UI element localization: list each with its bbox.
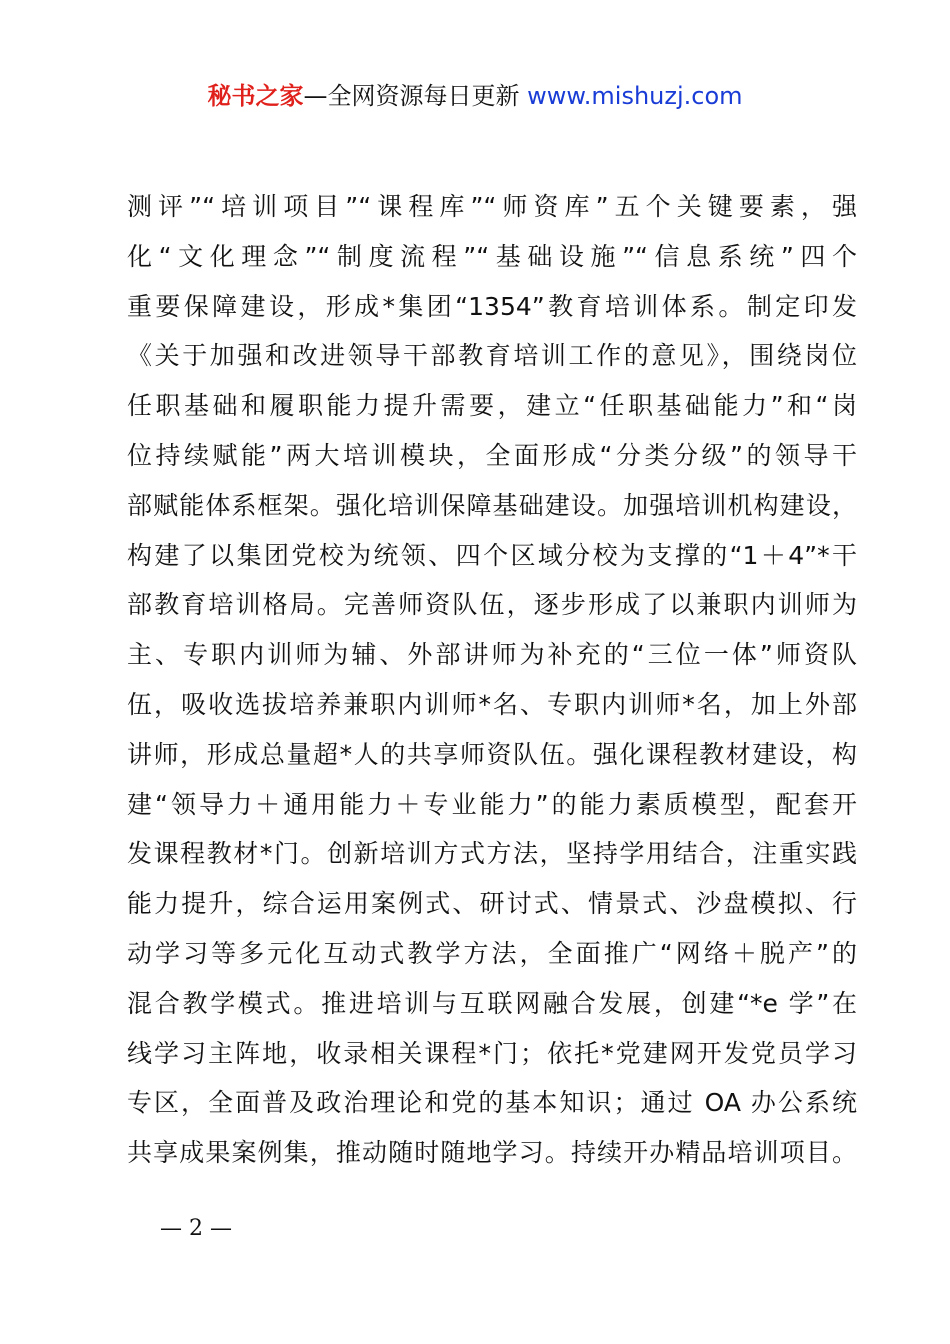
body-line: 《关于加强和改进领导干部教育培训工作的意见》，围绕岗位 (127, 341, 857, 371)
body-line: 线学习主阵地，收录相关课程*门；依托*党建网开发党员学习 (127, 1038, 857, 1068)
brand-name: 秘书之家 (207, 82, 304, 110)
body-line: 测评”“培训项目”“课程库”“师资库”五个关键要素，强 (127, 192, 857, 221)
body-line: 构建了以集团党校为统领、四个区域分校为支撑的“1＋4”*干 (127, 540, 857, 570)
body-line: 共享成果案例集，推动随时随地学习。持续开办精品培训项目。 (127, 1138, 857, 1168)
body-line: 主、专职内训师为辅、外部讲师为补充的“三位一体”师资队 (127, 640, 857, 670)
body-line: 能力提升，综合运用案例式、研讨式、情景式、沙盘模拟、行 (127, 889, 857, 919)
body-line: 伍，吸收选拔培养兼职内训师*名、专职内训师*名，加上外部 (127, 689, 857, 719)
header-slogan: —全网资源每日更新 (303, 82, 528, 110)
document-body (127, 182, 857, 1178)
body-line: 混合教学模式。推进培训与互联网融合发展，创建“*e 学”在 (127, 988, 857, 1018)
body-line: 动学习等多元化互动式教学方法，全面推广“网络＋脱产”的 (127, 938, 857, 968)
body-line: 讲师，形成总量超*人的共享师资队伍。强化课程教材建设，构 (127, 739, 857, 769)
page-number: — 2 — (160, 1216, 232, 1241)
body-line: 发课程教材*门。创新培训方式方法，坚持学用结合，注重实践 (127, 839, 857, 869)
body-line: 重要保障建设，形成*集团“1354”教育培训体系。制定印发 (127, 291, 857, 321)
body-line: 部赋能体系框架。强化培训保障基础建设。加强培训机构建设， (127, 490, 857, 520)
body-line: 专区，全面普及政治理论和党的基本知识；通过 OA 办公系统 (127, 1088, 857, 1118)
body-line: 化“文化理念”“制度流程”“基础设施”“信息系统”四个 (127, 241, 857, 271)
body-line: 位持续赋能”两大培训模块，全面形成“分类分级”的领导干 (127, 440, 857, 470)
body-line: 任职基础和履职能力提升需要，建立“任职基础能力”和“岗 (127, 391, 857, 421)
body-line: 建“领导力＋通用能力＋专业能力”的能力素质模型，配套开 (127, 789, 857, 819)
site-header (0, 80, 950, 112)
site-url-link[interactable]: www.mishuzj.com (527, 82, 743, 110)
body-line: 部教育培训格局。完善师资队伍，逐步形成了以兼职内训师为 (127, 590, 857, 620)
